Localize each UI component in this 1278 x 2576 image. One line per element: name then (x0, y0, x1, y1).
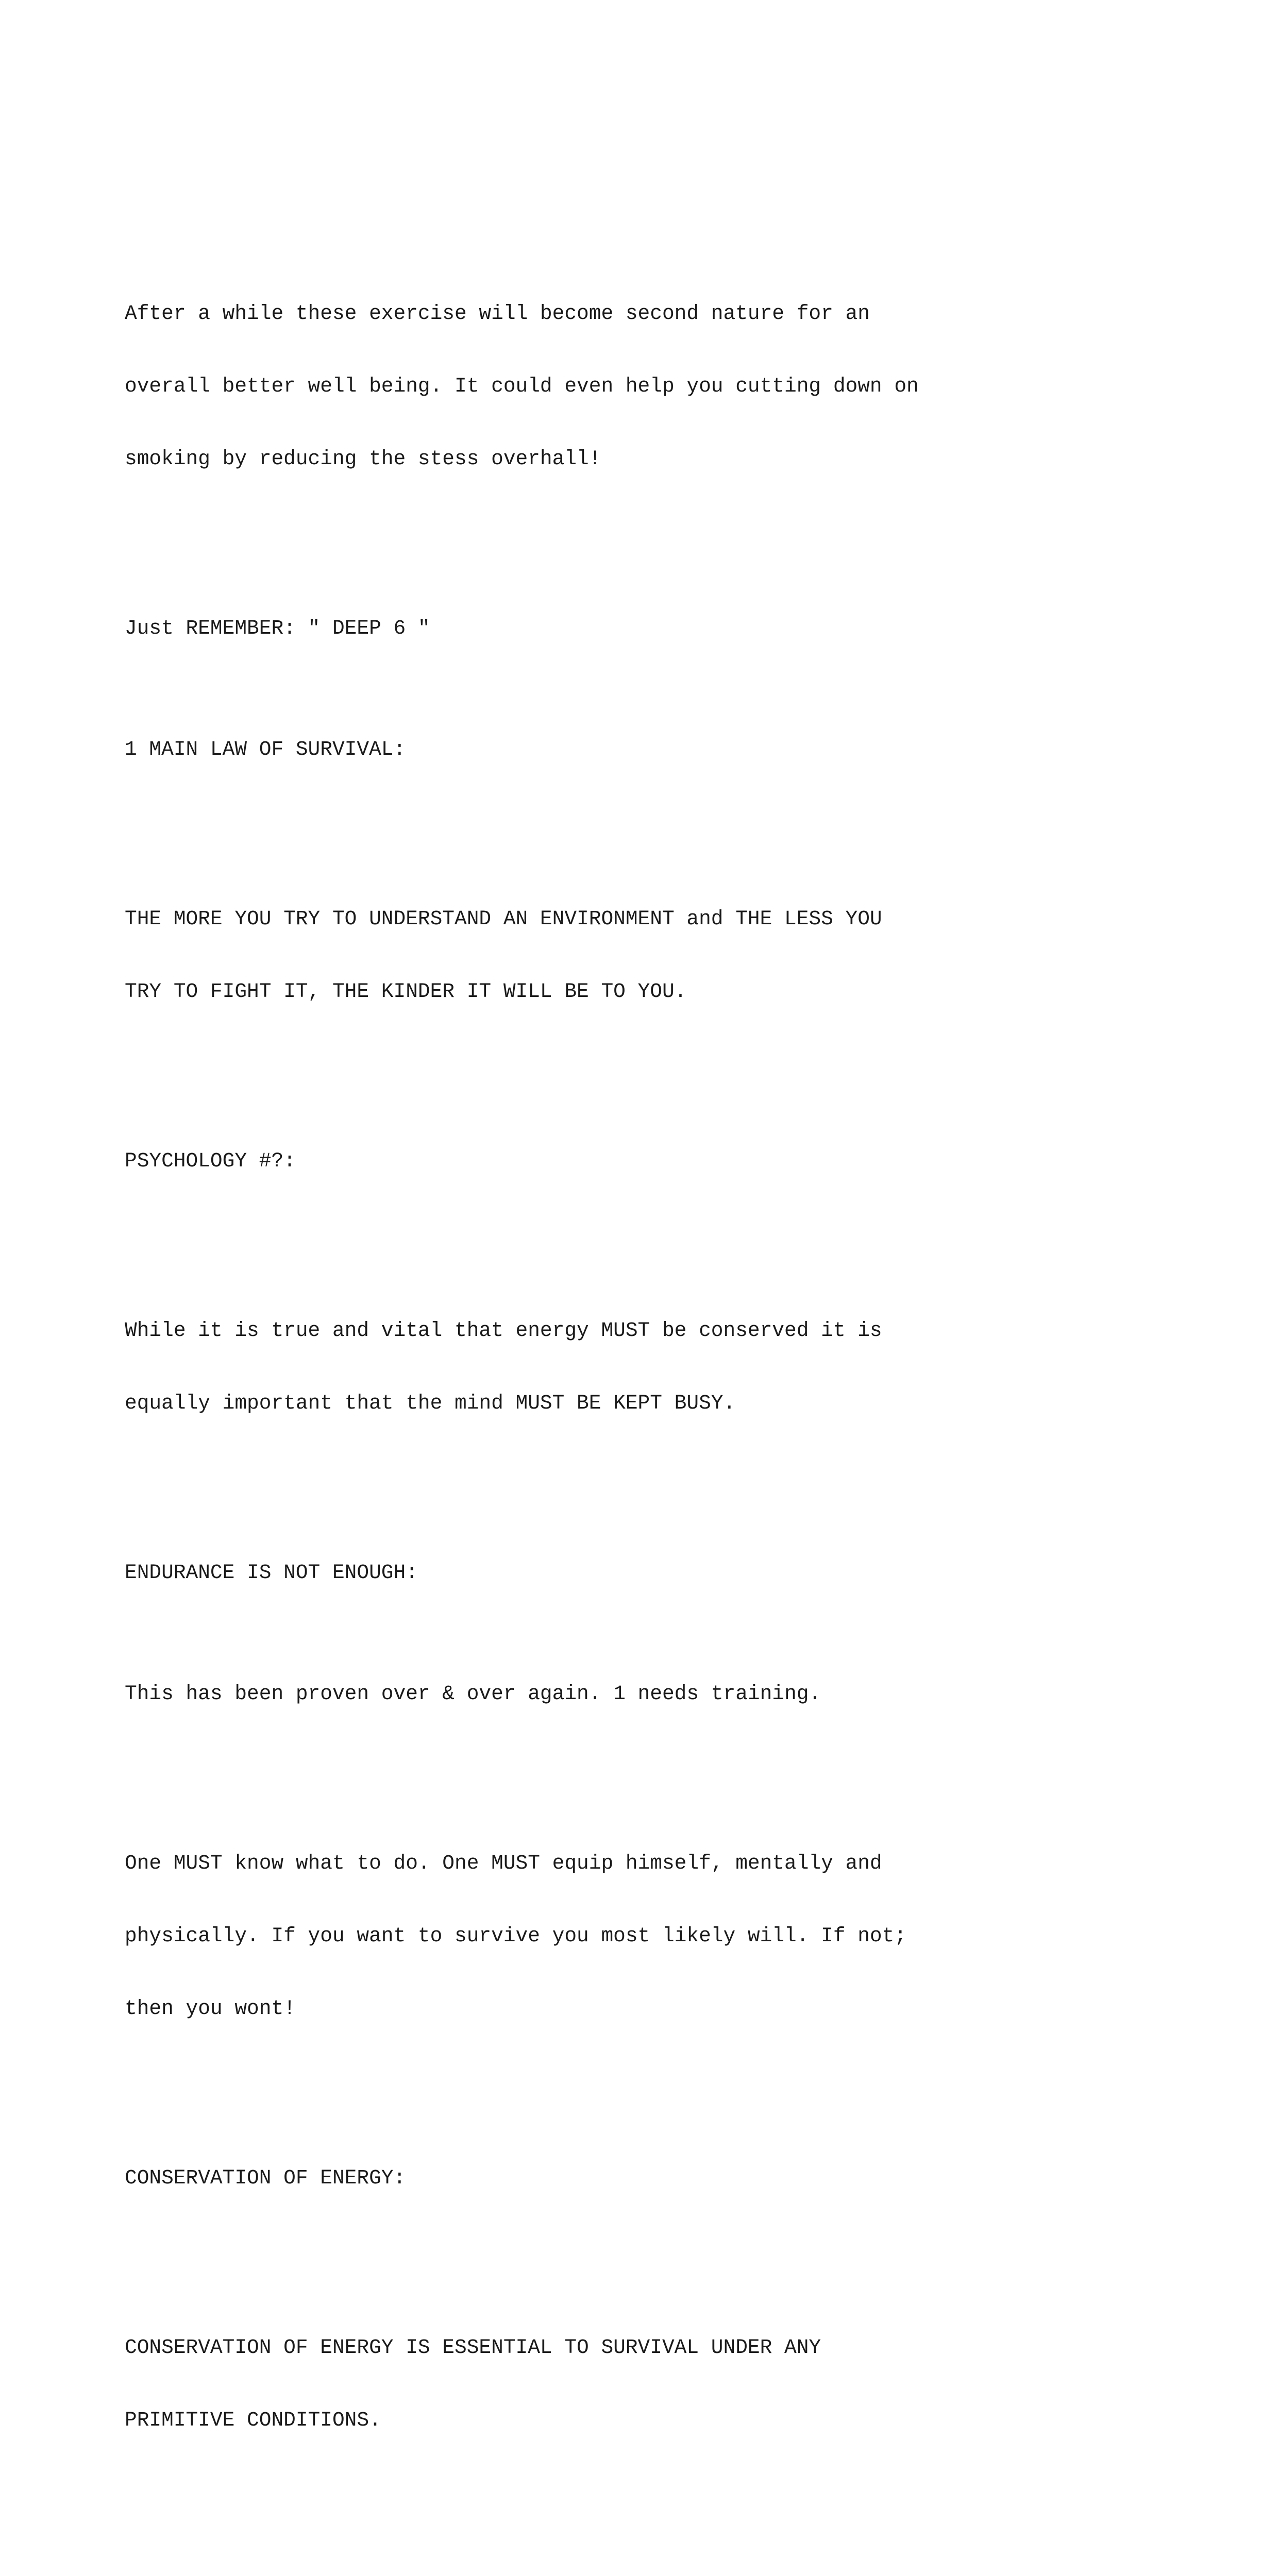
must-know-paragraph (125, 1803, 1155, 2069)
intro-line: smoking by reducing the stess overhall! (125, 447, 601, 470)
must-know-line: then you wont! (125, 1997, 296, 2020)
conservation-paragraph (125, 2287, 1155, 2481)
main-law-heading: 1 MAIN LAW OF SURVIVAL: (125, 738, 406, 761)
intro-line: After a while these exercise will become second nature for an (125, 302, 870, 325)
main-law-paragraph (125, 858, 1155, 1052)
main-law-line: TRY TO FIGHT IT, THE KINDER IT WILL BE TO YOU. (125, 980, 687, 1003)
psychology-line: While it is true and vital that energy MUST be conserved it is (125, 1319, 882, 1342)
remember-line: Just REMEMBER: " DEEP 6 " (125, 617, 430, 640)
must-know-line: physically. If you want to survive you most likely will. If not; (125, 1924, 907, 1947)
intro-paragraph (125, 253, 1155, 519)
psychology-paragraph (125, 1270, 1155, 1464)
endurance-paragraph: This has been proven over & over again. 1 needs training. (125, 1682, 821, 1705)
must-know-line: One MUST know what to do. One MUST equip himself, mentally and (125, 1852, 882, 1875)
document-body (125, 180, 1155, 2576)
psychology-heading: PSYCHOLOGY #?: (125, 1149, 296, 1173)
main-law-line: THE MORE YOU TRY TO UNDERSTAND AN ENVIRONMENT and THE LESS YOU (125, 907, 882, 930)
intro-line: overall better well being. It could even help you cutting down on (125, 375, 919, 398)
psychology-line: equally important that the mind MUST BE KEPT BUSY. (125, 1392, 736, 1415)
conservation-line: PRIMITIVE CONDITIONS. (125, 2409, 381, 2432)
endurance-heading: ENDURANCE IS NOT ENOUGH: (125, 1561, 418, 1584)
conservation-line: CONSERVATION OF ENERGY IS ESSENTIAL TO SURVIVAL UNDER ANY (125, 2336, 821, 2359)
conservation-heading: CONSERVATION OF ENERGY: (125, 2166, 406, 2190)
